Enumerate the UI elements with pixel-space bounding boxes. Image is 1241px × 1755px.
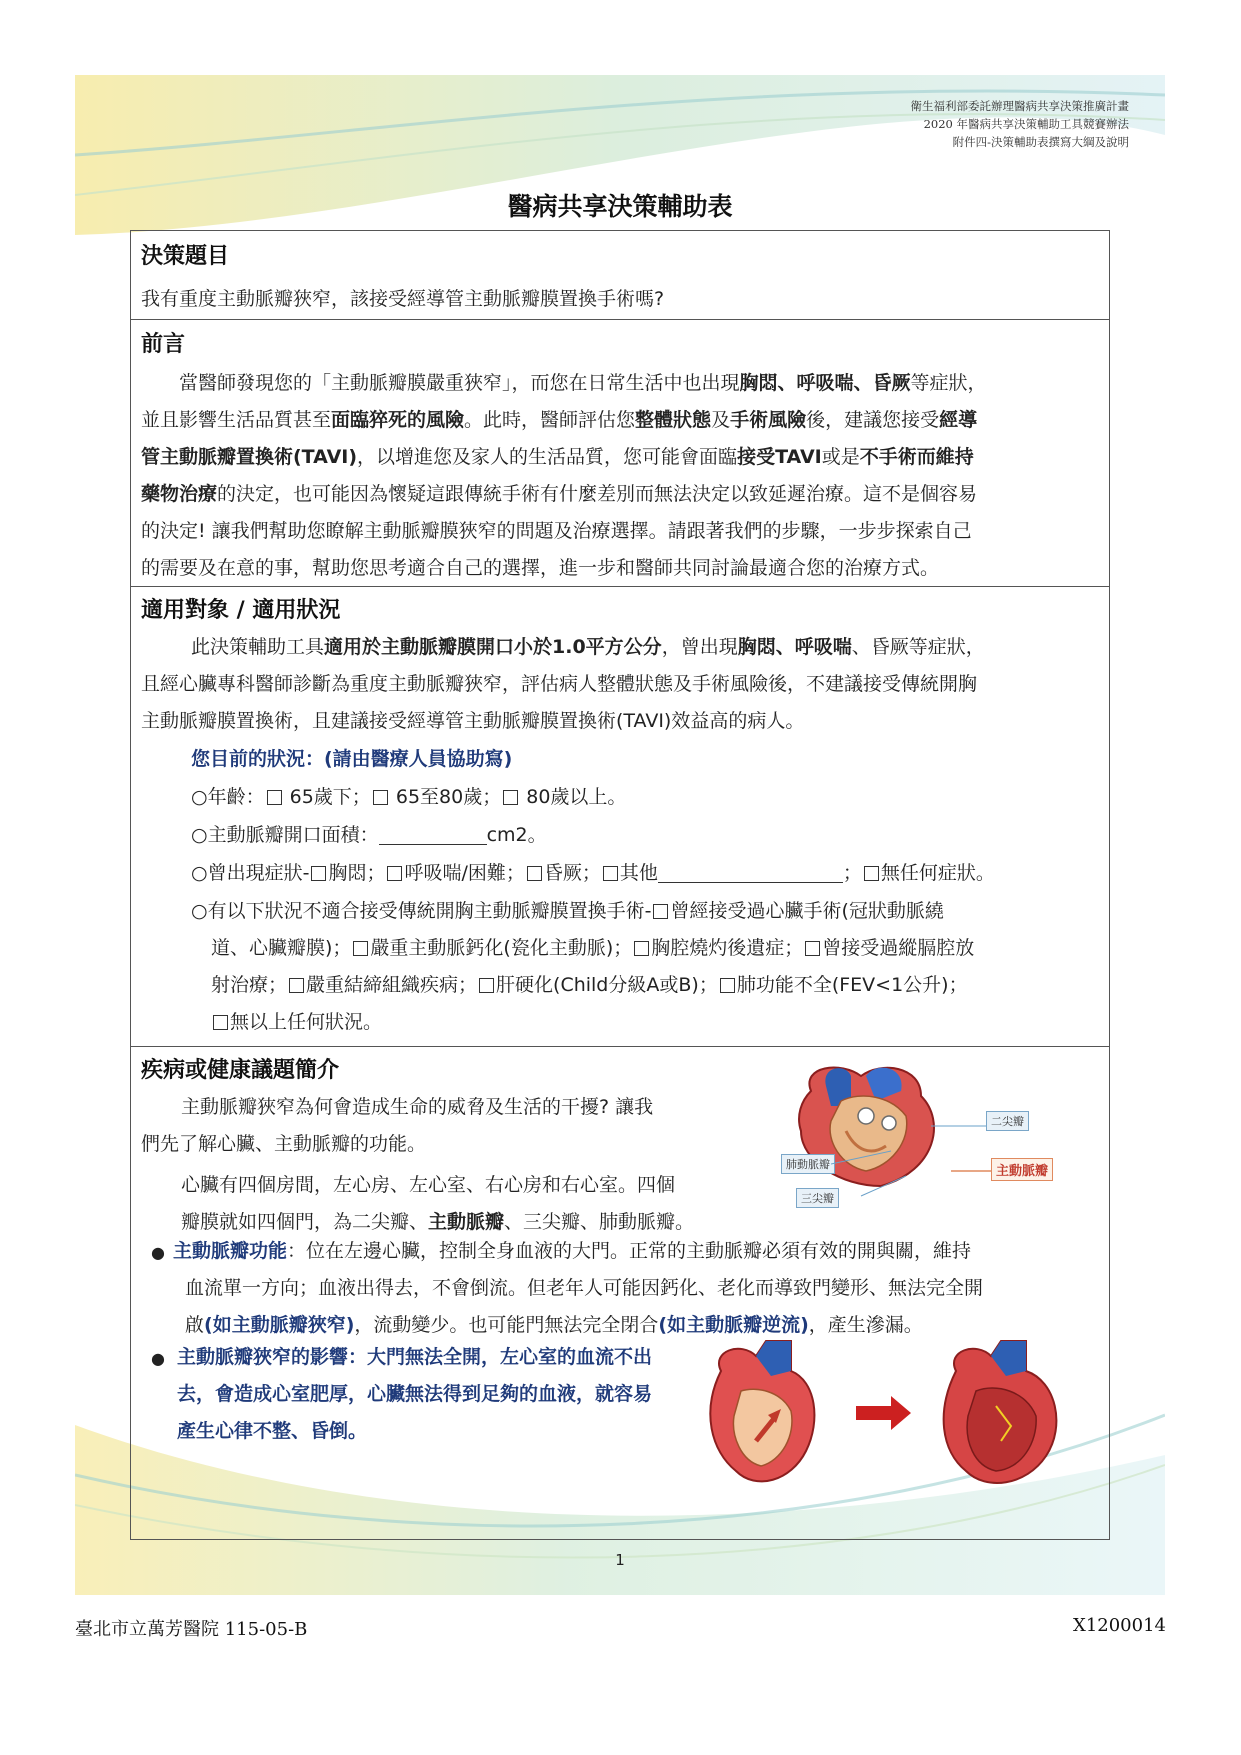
text-bold: (如主動脈瓣逆流) bbox=[658, 1314, 809, 1336]
other-symptom-blank[interactable] bbox=[658, 882, 843, 883]
text: 血流單一方向；血液出得去，不會倒流。但老年人可能因鈣化、老化而導致門變形、無法完全開 bbox=[185, 1277, 984, 1299]
text: 的決定，也可能因為懷疑這跟傳統手術有什麼差別而無法決定以致延遲治療。這不是個容易 bbox=[217, 483, 978, 505]
dyspnea-checkbox[interactable] bbox=[387, 866, 402, 881]
text: 的決定! 讓我們幫助您瞭解主動脈瓣膜狹窄的問題及治療選擇。請跟著我們的步驟，一步步探索自己 bbox=[141, 520, 972, 542]
text: 。此時，醫師評估您 bbox=[464, 409, 636, 431]
text-bold: 管主動脈瓣置換術(TAVI) bbox=[141, 446, 358, 468]
separator: ； bbox=[842, 862, 862, 884]
header-note-line: 2020 年醫病共享決策輔助工具競賽辦法 bbox=[923, 117, 1129, 131]
age-label: ○年齡： bbox=[191, 786, 265, 808]
text: 主動脈瓣狹窄為何會造成生命的威脅及生活的干擾? 讓我 bbox=[181, 1096, 654, 1118]
text: ，以增進您及家人的生活品質，您可能會面臨 bbox=[357, 446, 738, 468]
text-bold: 主動脈瓣功能 bbox=[173, 1240, 288, 1262]
disease-intro bbox=[141, 1089, 701, 1163]
text-bold: 胸悶、呼吸喘、昏厥 bbox=[739, 372, 911, 394]
option-label: 嚴重結締組織疾病； bbox=[306, 974, 478, 996]
stenosis-impact bbox=[177, 1339, 717, 1450]
text-bold: 接受TAVI bbox=[737, 446, 822, 468]
text-bold: 整體狀態 bbox=[635, 409, 712, 431]
cirrhosis-checkbox[interactable] bbox=[479, 978, 494, 993]
text: 且經心臟專科醫師診斷為重度主動脈瓣狹窄，評估病人整體狀態及手術風險後，不建議接受傳統開胸 bbox=[141, 673, 978, 695]
option-label: 道、心臟瓣膜)； bbox=[211, 937, 352, 959]
preface-heading: 前言 bbox=[141, 332, 186, 357]
disease-heading: 疾病或健康議題簡介 bbox=[141, 1058, 340, 1083]
symptoms-label: ○曾出現症狀- bbox=[191, 862, 310, 884]
option-label: 呼吸喘/困難； bbox=[404, 862, 525, 884]
option-label: 嚴重主動脈鈣化(瓷化主動脈)； bbox=[370, 937, 633, 959]
no-symptom-checkbox[interactable] bbox=[864, 866, 879, 881]
footer-hospital: 臺北市立萬芳醫院 115-05-B bbox=[75, 1619, 308, 1640]
text: ○有以下狀況不適合接受傳統開胸主動脈瓣膜置換手術- bbox=[191, 900, 652, 922]
bullet-icon: ● bbox=[151, 1349, 165, 1368]
decision-heading: 決策題目 bbox=[141, 244, 230, 269]
contraindication-block bbox=[191, 893, 1101, 1041]
text-bold: 經導 bbox=[939, 409, 978, 431]
option-label: 胸腔燒灼後遺症； bbox=[651, 937, 804, 959]
option-label: 射治療； bbox=[211, 974, 288, 996]
option-label: 無任何症狀。 bbox=[880, 862, 995, 884]
other-symptom-checkbox[interactable] bbox=[603, 866, 618, 881]
text: ，產生滲漏。 bbox=[808, 1314, 923, 1336]
text: 的需要及在意的事，幫助您思考適合自己的選擇，進一步和醫師共同討論最適合您的治療方式。 bbox=[141, 557, 940, 579]
chest-burn-checkbox[interactable] bbox=[634, 941, 649, 956]
header-note-line: 衛生福利部委託辦理醫病共享決策推廣計畫 bbox=[910, 99, 1129, 113]
aortic-valve-function bbox=[173, 1233, 1103, 1344]
connective-tissue-checkbox[interactable] bbox=[289, 978, 304, 993]
text: 瓣膜就如四個門，為二尖瓣、 bbox=[181, 1211, 429, 1233]
decision-question: 我有重度主動脈瓣狹窄，該接受經導管主動脈瓣膜置換手術嗎? bbox=[141, 288, 665, 310]
text-bold: (如主動脈瓣狹窄) bbox=[204, 1314, 355, 1336]
option-label: 80歲以上。 bbox=[520, 786, 627, 808]
text: 並且影響生活品質甚至 bbox=[141, 409, 332, 431]
text: 或是 bbox=[821, 446, 860, 468]
option-label: 65至80歲； bbox=[389, 786, 502, 808]
section-divider bbox=[131, 586, 1109, 587]
age-over80-checkbox[interactable] bbox=[503, 790, 518, 805]
area-unit: cm2。 bbox=[486, 824, 547, 846]
lung-insufficiency-checkbox[interactable] bbox=[720, 978, 735, 993]
target-heading: 適用對象 / 適用狀況 bbox=[141, 598, 341, 623]
age-row bbox=[191, 779, 626, 816]
option-label: 曾接受過縱膈腔放 bbox=[822, 937, 975, 959]
option-label: 肝硬化(Child分級A或B)； bbox=[496, 974, 718, 996]
text-bold: 主動脈瓣 bbox=[428, 1211, 505, 1233]
header-note bbox=[911, 97, 1130, 151]
option-label: 肺功能不全(FEV<1公升)； bbox=[736, 974, 968, 996]
valve-area-blank[interactable] bbox=[379, 844, 487, 845]
text: 們先了解心臟、主動脈瓣的功能。 bbox=[141, 1133, 427, 1155]
text: 後，建議您接受 bbox=[806, 409, 940, 431]
text: ，流動變少。也可能門無法完全閉合 bbox=[354, 1314, 659, 1336]
text: 、三尖瓣、肺動脈瓣。 bbox=[504, 1211, 695, 1233]
text-bold: 手術風險 bbox=[730, 409, 807, 431]
age-65to80-checkbox[interactable] bbox=[373, 790, 388, 805]
text: 主動脈瓣狹窄的影響：大門無法全開，左心室的血流不出 bbox=[177, 1346, 653, 1368]
text: 啟 bbox=[185, 1314, 205, 1336]
status-heading: 您目前的狀況：(請由醫療人員協助寫) bbox=[191, 748, 513, 770]
option-label: 曾經接受過心臟手術(冠狀動脈繞 bbox=[670, 900, 944, 922]
option-label: 昏厥； bbox=[543, 862, 601, 884]
text: 去，會造成心室肥厚，心臟無法得到足夠的血液，就容易 bbox=[177, 1383, 653, 1405]
footer-code: X1200014 bbox=[1073, 1615, 1166, 1636]
label-leader-lines bbox=[831, 1111, 1001, 1201]
porcelain-aorta-checkbox[interactable] bbox=[353, 941, 368, 956]
page-title: 醫病共享決策輔助表 bbox=[507, 192, 733, 221]
text: 當醫師發現您的「主動脈瓣膜嚴重狹窄」，而您在日常生活中也出現 bbox=[179, 372, 740, 394]
preface-paragraph bbox=[141, 365, 1103, 587]
text: 此決策輔助工具 bbox=[191, 636, 325, 658]
target-paragraph bbox=[141, 629, 1103, 740]
option-label: 其他 bbox=[619, 862, 658, 884]
mitral-valve-label: 二尖瓣 bbox=[986, 1111, 1029, 1131]
text-bold: 藥物治療 bbox=[141, 483, 218, 505]
option-label: 胸悶； bbox=[328, 862, 386, 884]
text: 等症狀， bbox=[910, 372, 987, 394]
bullet-icon: ● bbox=[151, 1243, 165, 1262]
tricuspid-valve-label: 三尖瓣 bbox=[796, 1188, 839, 1208]
page-number: 1 bbox=[615, 1551, 625, 1569]
aortic-valve-label: 主動脈瓣 bbox=[991, 1158, 1053, 1181]
text: 主動脈瓣膜置換術，且建議接受經導管主動脈瓣膜置換術(TAVI)效益高的病人。 bbox=[141, 710, 805, 732]
document-page bbox=[75, 75, 1165, 1595]
syncope-checkbox[interactable] bbox=[527, 866, 542, 881]
text: 心臟有四個房間，左心房、左心室、右心房和右心室。四個 bbox=[181, 1174, 676, 1196]
text-bold: 適用於主動脈瓣膜開口小於1.0平方公分 bbox=[324, 636, 662, 658]
option-label: 無以上任何狀況。 bbox=[230, 1011, 383, 1033]
prior-heart-surgery-checkbox[interactable] bbox=[653, 904, 668, 919]
section-divider bbox=[131, 1046, 1109, 1047]
text: 及 bbox=[711, 409, 731, 431]
text: ：位在左邊心臟，控制全身血液的大門。正常的主動脈瓣必須有效的開與關，維持 bbox=[287, 1240, 972, 1262]
stenosis-heart-illustration bbox=[696, 1331, 1116, 1501]
area-label: ○主動脈瓣開口面積： bbox=[191, 824, 379, 846]
age-under65-checkbox[interactable] bbox=[267, 790, 282, 805]
option-label: 65歲下； bbox=[283, 786, 371, 808]
header-note-line: 附件四-決策輔助表撰寫大綱及說明 bbox=[952, 135, 1129, 149]
form-frame bbox=[130, 230, 1110, 1540]
text: 、昏厥等症狀， bbox=[851, 636, 985, 658]
mediastinal-radiation-checkbox[interactable] bbox=[805, 941, 820, 956]
text: ，曾出現 bbox=[661, 636, 738, 658]
pulmonary-valve-label: 肺動脈瓣 bbox=[781, 1154, 835, 1174]
text-bold: 不手術而維持 bbox=[859, 446, 974, 468]
text: 產生心律不整、昏倒。 bbox=[177, 1420, 368, 1442]
text-bold: 面臨猝死的風險 bbox=[331, 409, 465, 431]
chambers-paragraph bbox=[181, 1167, 741, 1241]
text-bold: 胸悶、呼吸喘 bbox=[737, 636, 852, 658]
none-of-above-checkbox[interactable] bbox=[213, 1015, 228, 1030]
symptoms-row bbox=[191, 855, 995, 892]
chest-tightness-checkbox[interactable] bbox=[311, 866, 326, 881]
section-divider bbox=[131, 319, 1109, 320]
valve-area-row bbox=[191, 817, 547, 854]
